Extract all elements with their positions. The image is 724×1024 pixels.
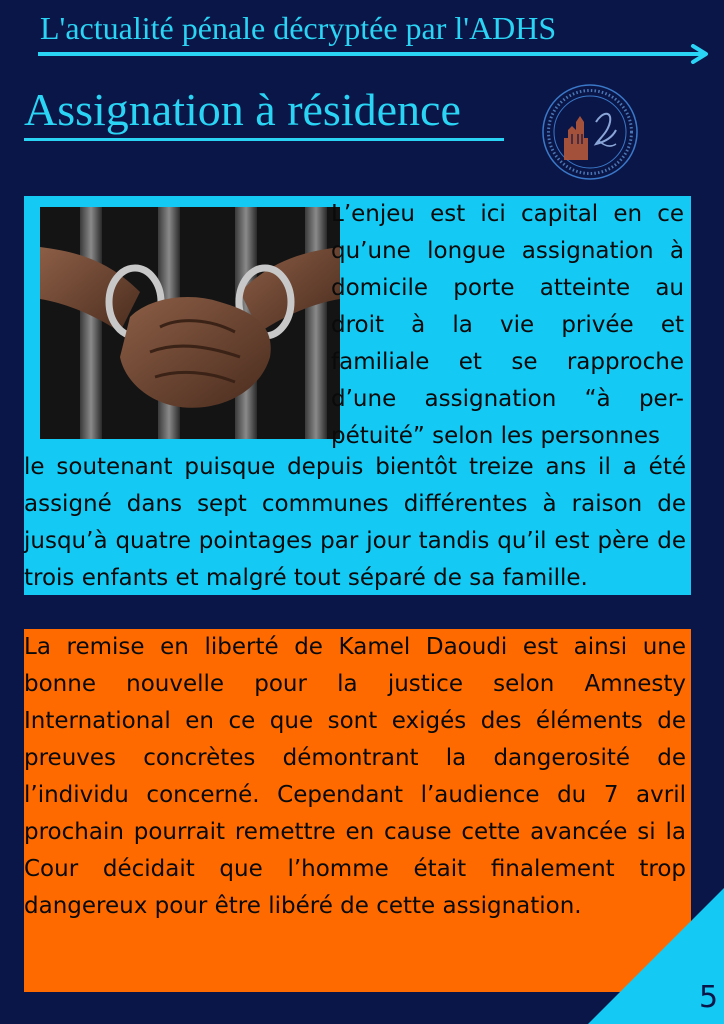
blue-text-box [24,196,691,595]
text-line: droit à la vie privée et [331,312,684,338]
text-line: qu’une longue assignation à [331,238,684,264]
text-line: L’enjeu est ici capital en ce [331,201,684,227]
text-line: domicile porte atteinte au [331,275,684,301]
handcuffed-hands-photo [40,207,340,439]
page-title: Assignation à résidence [24,84,461,135]
arrow-right-icon [38,44,713,64]
text-line: familiale et se rapproche [331,349,684,375]
text-line: pétuité” selon les personnes [331,423,660,449]
adhs-logo [540,82,640,182]
header-title: L'actualité pénale décryptée par l'ADHS [40,10,557,46]
blue-text-paragraph: le soutenant puisque depuis bientôt treize ans il a été assigné dans sept communes différentes à raison de jusqu’à quatre pointages par jour tandis qu’il est père de trois enfants et malgré tout séparé de sa famille. [24,454,686,591]
title-underline [24,138,504,141]
text-line: d’une assignation “à per- [331,386,684,412]
page-number: 5 [699,980,719,1015]
blue-text-right-column [331,196,684,455]
orange-text-paragraph: La remise en liberté de Kamel Daoudi est ainsi une bonne nouvelle pour la justice selon Amnesty International en ce que sont exigés des éléments de preuves concrètes démontrant la dangerosité de l’individu concerné. Cependant l’audience du 7 avril prochain pourrait remettre en cause cette avancée si la Cour décidait que l’homme était finalement trop dangereux pour être libéré de cette assignation. [24,634,686,919]
